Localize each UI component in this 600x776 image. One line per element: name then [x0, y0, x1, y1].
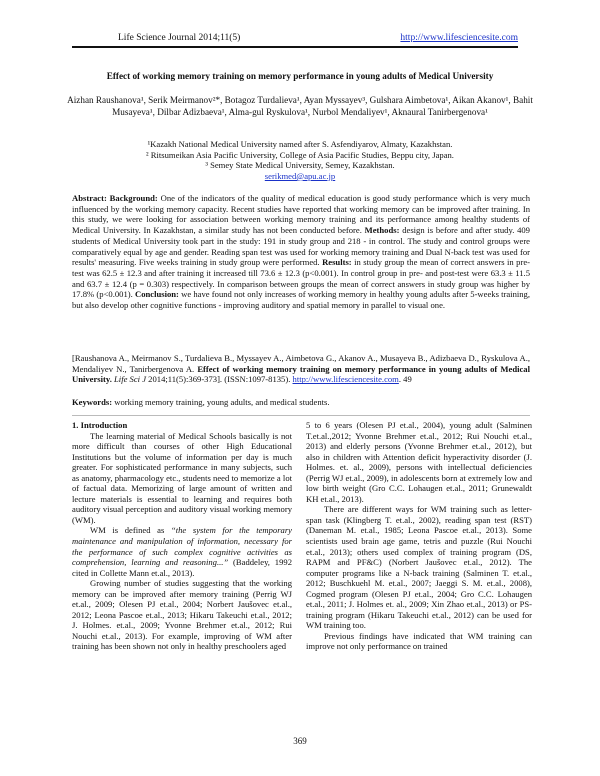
citation-block — [72, 353, 530, 385]
abstract — [72, 193, 530, 311]
paper-title: Effect of working memory training on memory performance in young adults of Medical University — [106, 71, 494, 81]
corresponding-email-link[interactable]: serikmed@apu.ac.jp — [264, 170, 336, 181]
section-heading-introduction: 1. Introduction — [72, 420, 128, 430]
abstract-methods-text: design is before and after study. 409 students of Medical University took part in the study: 191 in study group and 218 - in control. The study and control groups were comparatively equal by age and gender. Reading span test was used for working memory training and Dual N-back test was used for results' measuring. Five weeks training in study group were performed. — [72, 225, 530, 268]
running-header — [72, 31, 518, 45]
keywords — [72, 397, 530, 408]
right-column — [306, 420, 532, 652]
intro-paragraph-3: Growing number of studies suggesting that the working memory can be improved after memory training (Perrig WJ et.al., 2009; Olesen PJ et.al., 2004; Norbert Jaušovec et.al., 2012; Leona Pascoe et.al., 2013; Hikaru Takeuchi et.al., 2012; J. Holmes. et.al., 2009; Yvonne Brehmer et.al., 2012; Rui Nouchi et.al., 2013). For example, improving of WM after training has been shown not only in healthy preschoolers aged — [72, 578, 292, 652]
intro-paragraph-3-continued: 5 to 6 years (Olesen PJ et.al., 2004), young adult (Salminen T.et.al.,2012; Yvonne Brehmer et.al., 2012; Rui Nouchi et.al., 2013) and elderly persons (Yvonne Brehmer et.al., 2012), but also in children with Attention deficit hyperactivity disorder (J. Holmes. et. al., 2009), persons with intellectual deficiencies (Perrig WJ et.al., 2009), in adolescents born at extremely low and low birth weight (Gro C.C. Lohaugen et.al., 2011; Grunewaldt KH et.al., 2013). — [306, 420, 532, 504]
citation-number: . 49 — [398, 374, 412, 385]
keywords-divider — [72, 415, 530, 416]
keywords-text: working memory training, young adults, and medical students. — [114, 397, 330, 407]
journal-name: Life Science Journal 2014;11(5) — [118, 33, 241, 43]
journal-url-link[interactable]: http://www.lifesciencesite.com — [400, 33, 518, 43]
intro-paragraph-5: Previous findings have indicated that WM training can improve not only performance on trained — [306, 630, 532, 652]
affiliations — [72, 139, 528, 181]
abstract-conclusion-text: we have found not only increases of working memory in healthy young adults after 5-weeks training, but also develop other cognitive functions - improving auditory and spatial memory in parallel to visual one. — [72, 289, 530, 311]
citation-url-link[interactable]: http://www.lifesciencesite.com — [292, 374, 399, 385]
citation-authors: [Raushanova A., Meirmanov S., Turdalieva B., Myssayev A., Aimbetova G., Akanov A., Musayeva B., Adizbaeva D., Ryskulova A., Mendaliyev N., Tanirbergenova A. — [72, 353, 530, 374]
wm-definition-source: (Baddeley, 1992 cited in Collette Mann et.al., 2013). — [72, 557, 292, 578]
wm-definition-quote: “the system for the temporary maintenance and manipulation of information, necessary for the performance of such complex cognitive activities as comprehension, learning and reasoning...” — [72, 525, 292, 568]
abstract-conclusion-label: Conclusion: — [134, 289, 179, 300]
page-number: 369 — [293, 736, 307, 746]
citation-title: Effect of working memory training on memory performance in young adults of Medical University. — [72, 363, 530, 385]
abstract-results-label: Results: — [322, 257, 352, 268]
abstract-background-label: Abstract: Background: — [72, 193, 158, 203]
citation-journal: Life Sci J — [114, 374, 147, 385]
intro-paragraph-1: The learning material of Medical Schools basically is not more difficult than courses of other High Educational Institutions but the volume of information per day is much greater. For sophisticated performance in many subjects, such as anatomy, pharmacology etc., students need to memorize a lot of factual data. Memorizing of large amount of written and lecture materials is essential to learning and requires both auditory visual perception and auditory visual working memory (WM). — [72, 430, 292, 525]
affiliation-3: ³ Semey State Medical University, Semey, Kazakhstan. — [205, 160, 395, 171]
citation-details: 2014;11(5):369-373]. (ISSN:1097-8135). — [148, 374, 291, 385]
affiliation-1: ¹Kazakh National Medical University named after S. Asfendiyarov, Almaty, Kazakhstan. — [147, 139, 453, 149]
affiliation-2: ² Ritsumeikan Asia Pacific University, College of Asia Pacific Studies, Beppu city, Japan. — [146, 149, 454, 160]
abstract-results-text: in study group the mean of correct answers in pre-test was 62.5 ± 12.3 and after training it increased till 73.6 ± 12.3 (p<0.001). In control group in pre- and post-test were 63.3 ± 11.5 and 63.7 ± 12.4 (p = 0.303) respectively. In comparison between groups the mean of correct answers in study group was higher by 17.8% (p<0.001). — [72, 257, 530, 300]
intro-paragraph-4: There are different ways for WM training such as letter-span task (Klingberg T. et.al., 2002), reading span test (RST) (Daneman M. et.al., 1985; Leona Pascoe et.al., 2013). Some scientists used brain age game, tetris and puzzle (Rui Nouchi et.al., 2013); others used complex of training program (DS, RAPM and PF&C) (Norbert Jaušovec et.al., 2012). The computer programs like a N-back training (Salminen T. et.al., 2012; Buschkuehl M. et.al., 2007; Jaeggi S. M. et.al., 2008), Cogmed program (Olesen PJ et.al., 2004; Gro C.C. Lohaugen et.al., 2011; J. Holmes et. al., 2009; Xin Zhao et.al., 2013) or PS-training program (Hikaru Takeuchi et.al., 2012) can be used for WM training too. — [306, 504, 532, 631]
left-column — [72, 420, 292, 652]
abstract-methods-label: Methods: — [364, 225, 400, 236]
keywords-label: Keywords: — [72, 397, 113, 407]
abstract-background-text: One of the indicators of the quality of medical education is good study performance which is very much influenced by the working memory capacity. Recent studies have reported that working memory can be improved after training. In this study, we were looking for association between working memory training and its performance among healthy students of Medical University. In Kazakhstan, a similar study has not been conducted before. — [72, 193, 531, 236]
author-list: Aizhan Raushanova¹, Serik Meirmanov²*, Botagoz Turdalieva¹, Ayan Myssayev³, Gulshara Aimbetova¹, Aikan Akanov¹, Bahit Musayeva¹, Dilbar Adizbaeva¹, Alma-gul Ryskulova¹, Nurbol Mendaliyev¹, Aknaural Tanirbergenova¹ — [67, 95, 533, 117]
header-divider — [72, 46, 518, 48]
intro-paragraph-2 — [72, 525, 292, 578]
wm-definition-lead: WM is defined as — [90, 525, 165, 536]
